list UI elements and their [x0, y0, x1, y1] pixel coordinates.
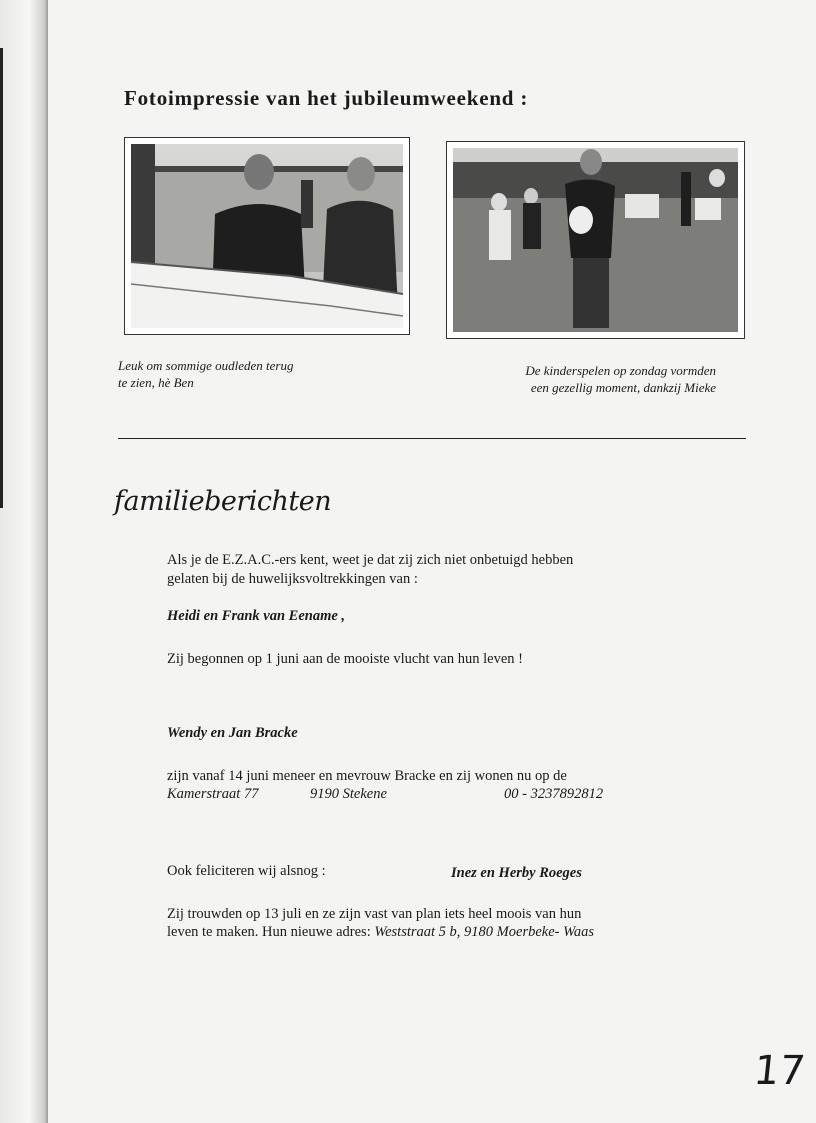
couple1-text: Zij begonnen op 1 juni aan de mooiste vlucht van hun leven !: [167, 651, 523, 667]
intro-line-1: Als je de E.Z.A.C.-ers kent, weet je dat zij zich niet onbetuigd hebben: [167, 552, 574, 568]
photo-oudleden-image: [131, 144, 403, 328]
binding-mark: [0, 48, 3, 508]
section-title: familieberichten: [114, 486, 332, 517]
couple3-text-line2: [167, 923, 594, 942]
photo-kinderspelen-caption: [448, 362, 716, 396]
couple3-address: Weststraat 5 b, 9180 Moerbeke- Waas: [374, 924, 594, 940]
couple1-names: Heidi en Frank van Eename ,: [167, 608, 346, 624]
photo-kinderspelen: [446, 141, 745, 339]
page: [48, 0, 816, 1123]
photo-oudleden: [124, 137, 410, 335]
photo-kinderspelen-image: [453, 148, 738, 332]
page-heading: Fotoimpressie van het jubileumweekend :: [124, 86, 529, 110]
photo-kinderspelen-caption-line1: De kinderspelen op zondag vormden: [525, 363, 716, 378]
photo-oudleden-caption-line1: Leuk om sommige oudleden terug: [118, 358, 294, 373]
couple3-lead: Ook feliciteren wij alsnog :: [167, 863, 326, 879]
couple3-text-line2-plain: leven te maken. Hun nieuwe adres:: [167, 924, 375, 940]
couple2-names: Wendy en Jan Bracke: [167, 725, 298, 741]
photo-oudleden-caption: [118, 357, 293, 391]
page-number: 17: [751, 1048, 808, 1094]
intro-line-2: gelaten bij de huwelijksvoltrekkingen van :: [167, 571, 418, 587]
couple2-phone: 00 - 3237892812: [504, 786, 604, 802]
couple3-text-line1: Zij trouwden op 13 juli en ze zijn vast van plan iets heel moois van hun: [167, 906, 582, 922]
couple3-names: Inez en Herby Roeges: [451, 865, 582, 881]
couple2-city: 9190 Stekene: [310, 786, 387, 802]
couple2-text: zijn vanaf 14 juni meneer en mevrouw Bracke en zij wonen nu op de: [167, 768, 567, 784]
photo-oudleden-caption-line2b: te zien, hè Ben: [118, 375, 194, 390]
section-divider: [118, 438, 746, 439]
photo-kinderspelen-caption-line2: een gezellig moment, dankzij Mieke: [530, 380, 716, 395]
photo-kinderspelen-drawing: [453, 148, 738, 332]
couple2-street: Kamerstraat 77: [167, 786, 259, 802]
binding-edge: [0, 0, 48, 1123]
photo-oudleden-drawing: [131, 144, 403, 328]
